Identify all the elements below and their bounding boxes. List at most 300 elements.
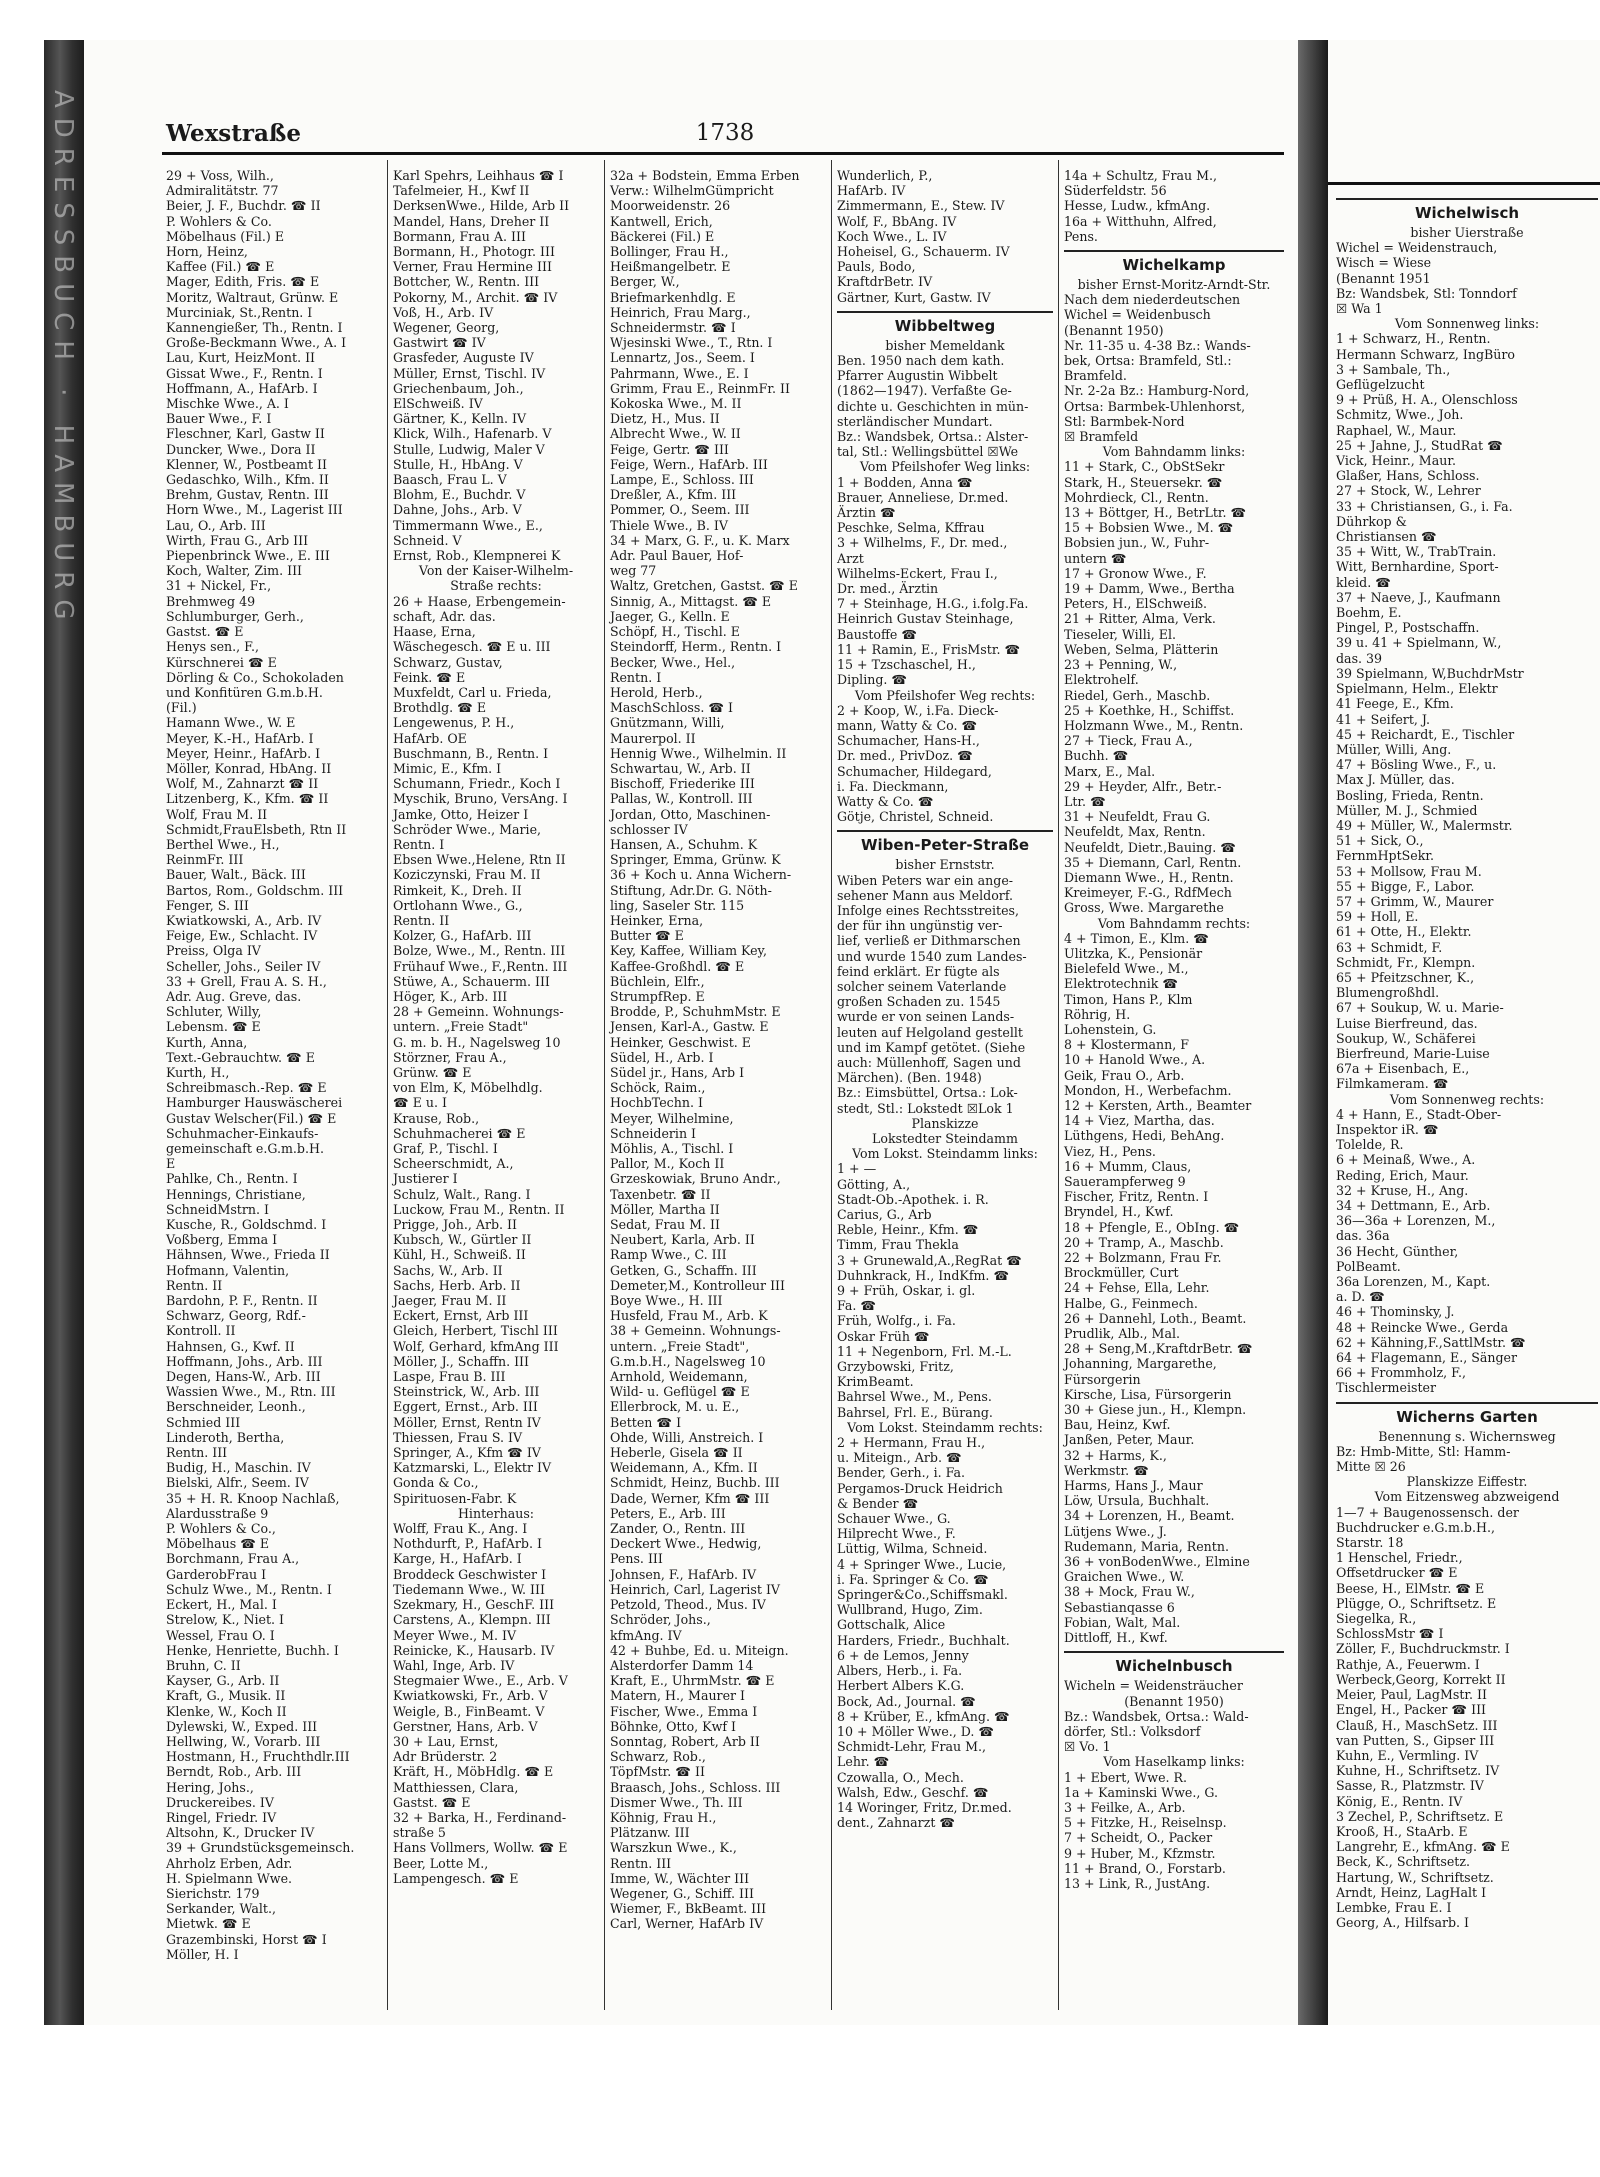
directory-entry: Koziczynski, Frau M. II	[393, 867, 541, 883]
directory-entry: Fischer, Wwe., Emma I	[610, 1703, 758, 1719]
directory-entry: Sachs, W., Arb. II	[393, 1262, 503, 1278]
directory-entry: Schwarz, Rob.,	[610, 1749, 706, 1765]
directory-entry: Griechenbaum, Joh.,	[393, 380, 524, 396]
directory-entry: Briefmarkenhdlg. E	[610, 289, 736, 305]
directory-entry: Scheerschmidt, A.,	[393, 1156, 514, 1172]
directory-entry: Springer, Emma, Grünw. K	[610, 852, 781, 868]
directory-entry: Hennings, Christiane,	[166, 1186, 306, 1202]
directory-entry: Vom Eitzensweg abzweigend	[1374, 1489, 1560, 1505]
directory-entry: Wegener, G., Schiff. III	[610, 1885, 754, 1901]
directory-entry: (Benannt 1951	[1336, 270, 1431, 286]
directory-entry: Albrecht Wwe., W. II	[610, 426, 741, 442]
directory-entry: Herbert Albers K.G.	[837, 1678, 965, 1694]
directory-entry: Spirituosen-Fabr. K	[393, 1490, 517, 1506]
directory-entry: Lampe, E., Schloss. III	[610, 472, 754, 488]
directory-entry: Viez, H., Pens.	[1064, 1143, 1156, 1159]
directory-entry: bisher Ernst-Moritz-Arndt-Str.	[1077, 277, 1271, 293]
directory-entry: 2 + Koop, W., i.Fa. Dieck-	[837, 702, 999, 718]
directory-entry: dörfer, Stl.: Volksdorf	[1064, 1723, 1201, 1739]
directory-entry: Geik, Frau O., Arb.	[1064, 1067, 1185, 1083]
directory-entry: Schwarz, Georg, Rdf.-	[166, 1308, 306, 1324]
directory-entry: Heinrich, Carl, Lagerist IV	[610, 1581, 781, 1597]
street-title: Wexstraße	[166, 120, 302, 147]
directory-entry: Adr. Aug. Greve, das.	[166, 988, 302, 1004]
directory-entry: 3 + Wilhelms, F., Dr. med.,	[837, 535, 1008, 551]
directory-entry: Voßberg, Emma I	[166, 1232, 278, 1248]
directory-entry: Timmermann Wwe., E.,	[393, 517, 543, 533]
directory-entry: Piepenbrinck Wwe., E. III	[166, 548, 330, 564]
directory-entry: dichte u. Geschichten in mün-	[837, 398, 1029, 414]
directory-entry: Meyer Wwe., M. IV	[393, 1627, 517, 1643]
directory-entry: Wjesinski Wwe., T., Rtn. I	[610, 335, 773, 351]
directory-entry: Süderfeldstr. 56	[1064, 183, 1167, 199]
directory-entry: 63 + Schmidt, F.	[1336, 939, 1443, 955]
directory-entry: Strelow, K., Niet. I	[166, 1612, 285, 1628]
directory-entry: Waltz, Gretchen, Gastst. ☎ E	[610, 578, 798, 594]
directory-entry: Arzt	[837, 550, 864, 566]
directory-entry: Watty & Co. ☎	[837, 793, 934, 809]
directory-entry: Kannengießer, Th., Rentn. I	[166, 320, 343, 336]
directory-entry: kleid. ☎	[1336, 574, 1391, 590]
directory-entry: Bottcher, W., Rentn. III	[393, 274, 540, 290]
directory-entry: 34 + Dettmann, E., Arb.	[1336, 1198, 1491, 1213]
directory-entry: Weigle, B., FinBeamt. V	[393, 1703, 545, 1719]
directory-entry: Eckert, Ernst, Arb III	[393, 1308, 529, 1324]
directory-entry: HochbTechn. I	[610, 1095, 703, 1111]
directory-entry: 17 + Gronow Wwe., F.	[1064, 565, 1207, 581]
directory-entry: Krause, Rob.,	[393, 1110, 480, 1126]
directory-entry: Ernst, Rob., Klempnerei K	[393, 548, 561, 564]
directory-entry: 3 + Feilke, A., Arb.	[1064, 1799, 1186, 1815]
directory-entry: Bielski, Alfr., Seem. IV	[166, 1475, 309, 1491]
directory-entry: Pens. III	[610, 1551, 663, 1567]
page-number: 1738	[695, 120, 755, 146]
directory-entry: Voß, H., Arb. IV	[393, 304, 494, 320]
directory-entry: Buchdrucker e.G.m.b.H.,	[1336, 1519, 1495, 1535]
directory-entry: Reble, Heinr., Kfm. ☎	[837, 1222, 979, 1238]
directory-entry: Kaffee (Fil.) ☎ E	[166, 259, 275, 275]
directory-entry: Marx, E., Mal.	[1064, 763, 1156, 779]
directory-entry: Götje, Christel, Schneid.	[837, 809, 994, 825]
directory-entry: Laspe, Frau B. III	[393, 1369, 506, 1385]
directory-entry: 25 + Jahne, J., StudRat ☎	[1336, 437, 1503, 453]
directory-entry: Gross, Wwe. Margarethe	[1064, 900, 1224, 916]
directory-entry: Kantwell, Erich,	[610, 213, 713, 229]
directory-entry: Rentn. II	[393, 912, 450, 928]
directory-entry: Beer, Lotte M.,	[393, 1855, 489, 1871]
directory-entry: StrumpfRep. E	[610, 988, 705, 1004]
directory-entry: 8 + Klostermann, F	[1064, 1037, 1190, 1053]
directory-entry: Deckert Wwe., Hedwig,	[610, 1536, 762, 1552]
directory-entry: Schneidermstr. ☎ I	[610, 320, 736, 336]
directory-entry: Nr. 11-35 u. 4-38 Bz.: Wands-	[1064, 337, 1251, 353]
directory-entry: Graichen Wwe., W.	[1064, 1569, 1185, 1585]
directory-entry: Wunderlich, P.,	[837, 168, 933, 183]
directory-entry: Karge, H., HafArb. I	[393, 1551, 522, 1567]
directory-entry: Peters, E., Arb. III	[610, 1505, 726, 1521]
directory-entry: 67a + Eisenbach, E.,	[1336, 1061, 1470, 1077]
directory-entry: Vom Lokst. Steindamm links:	[852, 1146, 1038, 1162]
directory-entry: weg 77	[610, 563, 657, 579]
directory-entry: Weidemann, A., Kfm. II	[610, 1460, 758, 1476]
directory-entry: Lütjens Wwe., J.	[1064, 1523, 1167, 1539]
directory-entry: Hartung, W., Schriftsetz.	[1336, 1869, 1494, 1885]
directory-entry: Dörling & Co., Schokoladen	[166, 669, 344, 685]
directory-entry: Ortlohann Wwe., G.,	[393, 897, 523, 913]
directory-entry: Reding, Erich, Maur.	[1336, 1167, 1469, 1183]
directory-entry: Offsetdrucker ☎ E	[1336, 1565, 1458, 1581]
directory-entry: Stiftung, Adr.Dr. G. Nöth-	[610, 882, 772, 898]
directory-entry: Lüthgens, Hedi, BehAng.	[1064, 1128, 1225, 1144]
directory-entry: Carl, Werner, HafArb IV	[610, 1916, 764, 1932]
directory-entry: Bäckerei (Fil.) E	[610, 228, 715, 244]
directory-entry: Klenner, W., Postbeamt II	[166, 456, 328, 472]
directory-entry: Lebensm. ☎ E	[166, 1019, 261, 1035]
directory-entry: 5 + Fitzke, H., Reiselnsp.	[1064, 1815, 1227, 1831]
directory-entry: H. Spielmann Wwe.	[166, 1870, 293, 1886]
directory-entry: 36 + vonBodenWwe., Elmine	[1064, 1554, 1250, 1570]
directory-entry: Tieseler, Willi, El.	[1064, 626, 1176, 642]
directory-entry: Kusche, R., Goldschmd. I	[166, 1217, 327, 1233]
directory-entry: 27 + Tieck, Frau A.,	[1064, 733, 1193, 749]
directory-entry: Mohrdieck, Cl., Rentn.	[1064, 489, 1209, 505]
directory-entry: Eggert, Ernst., Arb. III	[393, 1399, 538, 1415]
directory-entry: 39 Spielmann, W,BuchdrMstr	[1336, 665, 1524, 681]
directory-entry: Kräft, H., MöbHdlg. ☎ E	[393, 1764, 554, 1780]
directory-entry: Grünw. ☎ E	[393, 1064, 472, 1080]
directory-entry: Dylewski, W., Exped. III	[166, 1718, 318, 1734]
directory-entry: Vom Haselkamp links:	[1103, 1754, 1245, 1770]
directory-entry: 4 + Springer Wwe., Lucie,	[837, 1556, 1007, 1572]
directory-entry: 33 + Christiansen, G., i. Fa.	[1336, 498, 1513, 514]
directory-entry: Muxfeldt, Carl u. Frieda,	[393, 684, 552, 700]
directory-entry: Neubert, Karla, Arb. II	[610, 1232, 755, 1248]
directory-entry: Vom Bahndamm rechts:	[1097, 915, 1251, 931]
directory-entry: sehener Mann aus Meldorf.	[837, 887, 1014, 903]
directory-entry: Müller, Ernst, Tischl. IV	[393, 365, 546, 381]
directory-entry: 61 + Otte, H., Elektr.	[1336, 924, 1472, 940]
directory-entry: Key, Kaffee, William Key,	[610, 943, 768, 959]
directory-entry: Schwartau, W., Arb. II	[610, 760, 751, 776]
directory-entry: Kühl, H., Schweiß. II	[393, 1247, 526, 1263]
directory-entry: Maurerpol. II	[610, 730, 696, 746]
directory-entry: 59 + Holl, E.	[1336, 909, 1419, 925]
directory-entry: Hans Vollmers, Wollw. ☎ E	[393, 1840, 568, 1856]
directory-entry: 31 + Nickel, Fr.,	[166, 578, 272, 594]
directory-entry: Dr. med., PrivDoz. ☎	[837, 748, 973, 764]
directory-entry: 7 + Steinhage, H.G., i.folg.Fa.	[837, 596, 1029, 612]
directory-entry: Admiralitätstr. 77	[166, 183, 279, 199]
directory-entry: Bosling, Frieda, Rentn.	[1336, 787, 1484, 803]
directory-entry: Kolzer, G., HafArb. III	[393, 928, 532, 944]
directory-entry: Köhnig, Frau H.,	[610, 1809, 717, 1825]
directory-entry: Szekmary, H., GeschF. III	[393, 1597, 555, 1613]
directory-entry: Grzybowski, Fritz,	[837, 1359, 954, 1375]
directory-entry: Kaffee-Großhdl. ☎ E	[610, 958, 745, 974]
directory-entry: Peschke, Selma, Kffrau	[837, 520, 985, 536]
directory-entry: 36 Hecht, Günther,	[1336, 1243, 1459, 1259]
directory-entry: Sasse, R., Platzmstr. IV	[1336, 1778, 1484, 1794]
directory-entry: Berger, W.,	[610, 274, 680, 290]
directory-entry: 38 + Gemeinn. Wohnungs-	[610, 1323, 781, 1339]
directory-entry: Timm, Frau Thekla	[837, 1237, 959, 1253]
directory-entry: Stegmaier Wwe., E., Arb. V	[393, 1673, 568, 1689]
directory-entry: Schmidt, Heinz, Buchb. III	[610, 1475, 780, 1491]
directory-entry: Stl: Barmbek-Nord	[1064, 413, 1185, 429]
directory-entry: Rentn. III	[166, 1445, 228, 1461]
directory-entry: Murciniak, St.,Rentn. I	[166, 304, 313, 320]
directory-entry: König, E., Rentn. IV	[1336, 1793, 1463, 1809]
directory-entry: Verner, Frau Hermine III	[393, 259, 552, 275]
directory-entry: G.m.b.H., Nagelsweg 10	[610, 1353, 766, 1369]
directory-entry: Feige, Ew., Schlacht. IV	[166, 928, 318, 944]
directory-entry: Czowalla, O., Mech.	[837, 1769, 964, 1785]
directory-entry: Bolze, Wwe., M., Rentn. III	[393, 943, 566, 959]
directory-entry: 65 + Pfeitzschner, K.,	[1336, 969, 1475, 985]
directory-entry: Berndt, Rob., Arb. III	[166, 1764, 302, 1780]
directory-entry: Beier, J. F., Buchdr. ☎ II	[166, 198, 321, 214]
directory-entry: Pens.	[1064, 228, 1098, 244]
directory-entry: Brodde, P., SchuhmMstr. E	[610, 1004, 781, 1020]
directory-entry: 18 + Pfengle, E., ObIng. ☎	[1064, 1219, 1240, 1235]
column-4	[837, 168, 1053, 1830]
directory-entry: Möller, Ernst, Rentn IV	[393, 1414, 541, 1430]
directory-entry: Schumacher, Hans-H.,	[837, 733, 980, 749]
directory-entry: van Putten, S., Gipser III	[1336, 1732, 1495, 1748]
directory-entry: Demeter,M., Kontrolleur III	[610, 1277, 785, 1293]
directory-entry: Kreimeyer, F.-G., RdfMech	[1064, 885, 1232, 901]
directory-entry: ☎ E u. I	[393, 1095, 447, 1111]
directory-entry: Litzenberg, K., Kfm. ☎ II	[166, 791, 329, 807]
directory-entry: Ltr. ☎	[1064, 793, 1106, 809]
directory-entry: Wichel = Weidenstrauch,	[1336, 240, 1498, 256]
directory-entry: P. Wohlers & Co.	[166, 213, 272, 229]
directory-entry: Beck, K., Schriftsetz.	[1336, 1854, 1470, 1870]
directory-entry: 42 + Buhbe, Ed. u. Miteign.	[610, 1642, 789, 1658]
directory-entry: Zander, O., Rentn. III	[610, 1521, 746, 1537]
directory-entry: Clauß, H., MaschSetz. III	[1336, 1717, 1498, 1733]
directory-entry: Hinterhaus:	[457, 1505, 535, 1521]
directory-entry: Märchen). (Ben. 1948)	[837, 1070, 982, 1086]
directory-entry: 34 + Marx, G. F., u. K. Marx	[610, 532, 790, 548]
right-page	[1328, 40, 1600, 2025]
directory-entry: Wicheln = Weidensträucher	[1064, 1678, 1243, 1694]
directory-entry: 34 + Lorenzen, H., Beamt.	[1064, 1508, 1235, 1524]
column-3	[610, 168, 825, 1932]
directory-entry: 46 + Thominsky, J.	[1336, 1304, 1455, 1320]
directory-entry: wurde er von seinen Lands-	[837, 1009, 1015, 1025]
directory-entry: 39 u. 41 + Spielmann, W.,	[1336, 635, 1502, 651]
directory-entry: Lohenstein, G.	[1064, 1021, 1157, 1037]
directory-entry: Kokoska Wwe., M. II	[610, 396, 742, 412]
directory-entry: Arnhold, Weidemann,	[610, 1369, 748, 1385]
directory-entry: Weben, Selma, Plätterin	[1064, 641, 1219, 657]
directory-entry: Heinker, Geschwist. E	[610, 1034, 751, 1050]
directory-entry: Pergamos-Druck Heidrich	[837, 1480, 1003, 1496]
directory-entry: 1 Henschel, Friedr.,	[1336, 1550, 1463, 1566]
directory-entry: Plätzanw. III	[610, 1825, 690, 1841]
directory-entry: feind erklärt. Er fügte als	[837, 963, 1000, 979]
directory-entry: Buchh. ☎	[1064, 748, 1129, 764]
street-heading: Wichelwisch	[1336, 198, 1598, 223]
directory-entry: Buschmann, B., Rentn. I	[393, 745, 549, 761]
directory-entry: Starstr. 18	[1336, 1535, 1404, 1551]
directory-entry: Wiben Peters war ein ange-	[837, 872, 1014, 888]
directory-entry: Albers, Herb., i. Fa.	[837, 1663, 963, 1679]
directory-entry: Jaeger, Frau M. II	[393, 1293, 507, 1309]
directory-entry: Südel, H., Arb. I	[610, 1049, 714, 1065]
directory-entry: 9 + Huber, M., Kfzmstr.	[1064, 1845, 1216, 1861]
directory-entry: Grazembinski, Horst ☎ I	[166, 1931, 327, 1947]
directory-entry: (Fil.)	[166, 700, 197, 716]
directory-entry: 57 + Grimm, W., Maurer	[1336, 893, 1494, 909]
directory-entry: Berschneider, Leonh.,	[166, 1399, 306, 1415]
directory-entry: Duncker, Wwe., Dora II	[166, 441, 316, 457]
directory-entry: Infolge eines Rechtsstreites,	[837, 902, 1020, 918]
directory-entry: Preiss, Olga IV	[166, 943, 261, 959]
directory-entry: Pommer, O., Seem. III	[610, 502, 750, 518]
directory-entry: 11 + Brand, O., Forstarb.	[1064, 1860, 1226, 1876]
directory-entry: Hering, Johs.,	[166, 1779, 254, 1795]
directory-entry: Holzmann Wwe., M., Rentn.	[1064, 717, 1244, 733]
directory-entry: Lennartz, Jos., Seem. I	[610, 350, 755, 366]
directory-entry: G. m. b. H., Nagelsweg 10	[393, 1034, 561, 1050]
directory-entry: 10 + Hanold Wwe., A.	[1064, 1052, 1206, 1068]
directory-entry: MaschSchloss. ☎ I	[610, 700, 734, 716]
directory-entry: Bramfeld.	[1064, 368, 1127, 384]
directory-entry: Dietz, H., Mus. II	[610, 411, 720, 427]
directory-entry: 53 + Mollsow, Frau M.	[1336, 863, 1482, 879]
directory-entry: Mimic, E., Kfm. I	[393, 760, 502, 776]
directory-entry: ReinmFr. III	[166, 852, 244, 868]
directory-entry: Werkmstr. ☎	[1064, 1462, 1149, 1478]
directory-entry: 23 + Penning, W.,	[1064, 657, 1178, 673]
directory-entry: Nothdurft, P., HafArb. I	[393, 1536, 542, 1552]
directory-entry: 32 + Harms, K.,	[1064, 1447, 1167, 1463]
directory-entry: Gottschalk, Alice	[837, 1617, 946, 1633]
street-heading: Wiben-Peter-Straße	[837, 830, 1053, 855]
directory-entry: Petzold, Theod., Mus. IV	[610, 1597, 766, 1613]
directory-entry: Feink. ☎ E	[393, 669, 466, 685]
directory-entry: 24 + Fehse, Ella, Lehr.	[1064, 1280, 1210, 1296]
directory-entry: Getken, G., Schaffn. III	[610, 1262, 757, 1278]
directory-entry: Ohde, Willi, Anstreich. I	[610, 1429, 764, 1445]
directory-entry: Gleich, Herbert, Tischl III	[393, 1323, 558, 1339]
directory-entry: 29 + Voss, Wilh.,	[166, 168, 274, 183]
directory-entry: Baustoffe ☎	[837, 626, 918, 642]
directory-entry: Pokorny, M., Archit. ☎ IV	[393, 289, 558, 305]
directory-entry: Stadt-Ob.-Apothek. i. R.	[837, 1191, 989, 1207]
directory-entry: 27 + Stock, W., Lehrer	[1336, 483, 1481, 499]
directory-entry: Geflügelzucht	[1336, 377, 1425, 393]
directory-entry: Gonda & Co.,	[393, 1475, 479, 1491]
column-divider	[604, 160, 605, 2010]
directory-entry: Alardusstraße 9	[166, 1505, 269, 1521]
directory-entry: Mietwk. ☎ E	[166, 1916, 251, 1932]
directory-entry: Fobian, Walt, Mal.	[1064, 1614, 1181, 1630]
directory-entry: Gärtner, Kurt, Gastw. IV	[837, 289, 991, 305]
directory-entry: Brauer, Anneliese, Dr.med.	[837, 489, 1009, 505]
directory-entry: Bormann, Frau A. III	[393, 228, 526, 244]
directory-entry: Ortsa: Barmbek-Uhlenhorst,	[1064, 398, 1246, 414]
directory-entry: Adr. Paul Bauer, Hof-	[610, 548, 744, 564]
column-divider	[831, 160, 832, 2010]
directory-entry: Moritz, Waltraut, Grünw. E	[166, 289, 339, 305]
directory-entry: Horn, Heinz,	[166, 244, 248, 260]
directory-entry: Grimm, Frau E., ReinmFr. II	[610, 380, 790, 396]
directory-entry: 33 + Grell, Frau A. S. H.,	[166, 973, 327, 989]
directory-entry: Bock, Ad., Journal. ☎	[837, 1693, 976, 1709]
directory-entry: (1862—1947). Verfaßte Ge-	[837, 383, 1012, 399]
directory-entry: Ringel, Friedr. IV	[166, 1809, 277, 1825]
scan-border-bottom	[0, 2025, 1600, 2177]
directory-entry: Schöck, Raim.,	[610, 1080, 706, 1096]
directory-entry: Arndt, Heinz, LagHalt I	[1336, 1884, 1487, 1900]
directory-entry: Klenke, W., Koch II	[166, 1703, 287, 1719]
directory-entry: Matthiessen, Clara,	[393, 1779, 519, 1795]
directory-entry: Heinrich, Frau Marg.,	[610, 304, 751, 320]
directory-entry: Wolff, Frau K., Ang. I	[393, 1521, 528, 1537]
directory-entry: 19 + Damm, Wwe., Bertha	[1064, 581, 1235, 597]
directory-entry: Brothdlg. ☎ E	[393, 700, 487, 716]
directory-entry: Möller, J., Schaffn. III	[393, 1353, 529, 1369]
directory-entry: Pahrmann, Wwe., E. I	[610, 365, 749, 381]
directory-entry: 13 + Link, R., JustAng.	[1064, 1875, 1211, 1891]
directory-entry: Heißmangelbetr. E	[610, 259, 731, 275]
directory-entry: Luise Bierfreund, das.	[1336, 1015, 1478, 1031]
directory-entry: Meyer, K.-H., HafArb. I	[166, 730, 314, 746]
directory-entry: Hostmann, H., Fruchthdlr.III	[166, 1749, 350, 1765]
directory-entry: das. 36a	[1336, 1228, 1390, 1244]
directory-entry: Tiedemann Wwe., W. III	[393, 1581, 545, 1597]
directory-entry: 9 + Früh, Oskar, i. gl.	[837, 1283, 976, 1299]
directory-entry: Wilhelms-Eckert, Frau I.,	[837, 565, 998, 581]
directory-entry: Bauer, Walt., Bäck. III	[166, 867, 306, 883]
directory-entry: 26 + Dannehl, Loth., Beamt.	[1064, 1310, 1247, 1326]
directory-entry: 14 Woringer, Fritz, Dr.med.	[837, 1799, 1012, 1815]
directory-entry: 20 + Tramp, A., Maschb.	[1064, 1234, 1224, 1250]
directory-entry: Hoffmann, A., HafArb. I	[166, 380, 318, 396]
directory-entry: Inspektor iR. ☎	[1336, 1121, 1439, 1137]
directory-entry: Böhnke, Otto, Kwf I	[610, 1718, 737, 1734]
directory-entry: Planskizze	[911, 1115, 979, 1131]
directory-entry: Götting, A.,	[837, 1176, 911, 1192]
directory-entry: dent., Zahnarzt ☎	[837, 1815, 956, 1831]
directory-entry: 30 + Lau, Ernst,	[393, 1733, 499, 1749]
directory-entry: Schlumburger, Gerh.,	[166, 608, 304, 624]
directory-entry: Brehmweg 49	[166, 593, 256, 609]
directory-entry: Kwiatkowski, Fr., Arb. V	[393, 1688, 548, 1704]
directory-entry: Pfarrer Augustin Wibbelt	[837, 368, 998, 384]
directory-entry: Steinstrick, W., Arb. III	[393, 1384, 540, 1400]
directory-entry: & Bender ☎	[837, 1495, 919, 1511]
directory-entry: 36 + Koch u. Anna Wichern-	[610, 867, 792, 883]
directory-entry: Rentn. I	[610, 669, 662, 685]
directory-entry: Myschik, Bruno, VersAng. I	[393, 791, 568, 807]
directory-entry: großen Schaden zu. 1545	[837, 994, 1001, 1010]
directory-entry: Pauls, Bodo,	[837, 259, 916, 275]
directory-entry: Wolf, Frau M. II	[166, 806, 268, 822]
directory-entry: Schröder, Johs.,	[610, 1612, 711, 1628]
directory-entry: Dr. med., Ärztin	[837, 581, 939, 597]
directory-entry: Gedaschko, Wilh., Kfm. II	[166, 472, 329, 488]
directory-entry: Koch, Walter, Zim. III	[166, 563, 303, 579]
directory-entry: PolBeamt.	[1336, 1258, 1401, 1274]
directory-entry: 28 + Seng,M.,KraftdrBetr. ☎	[1064, 1341, 1253, 1357]
directory-entry: Ben. 1950 nach dem kath.	[837, 353, 1005, 369]
directory-entry: Kraft, E., UhrmMstr. ☎ E	[610, 1673, 775, 1689]
directory-entry: 39 + Grundstücksgemeinsch.	[166, 1840, 355, 1856]
